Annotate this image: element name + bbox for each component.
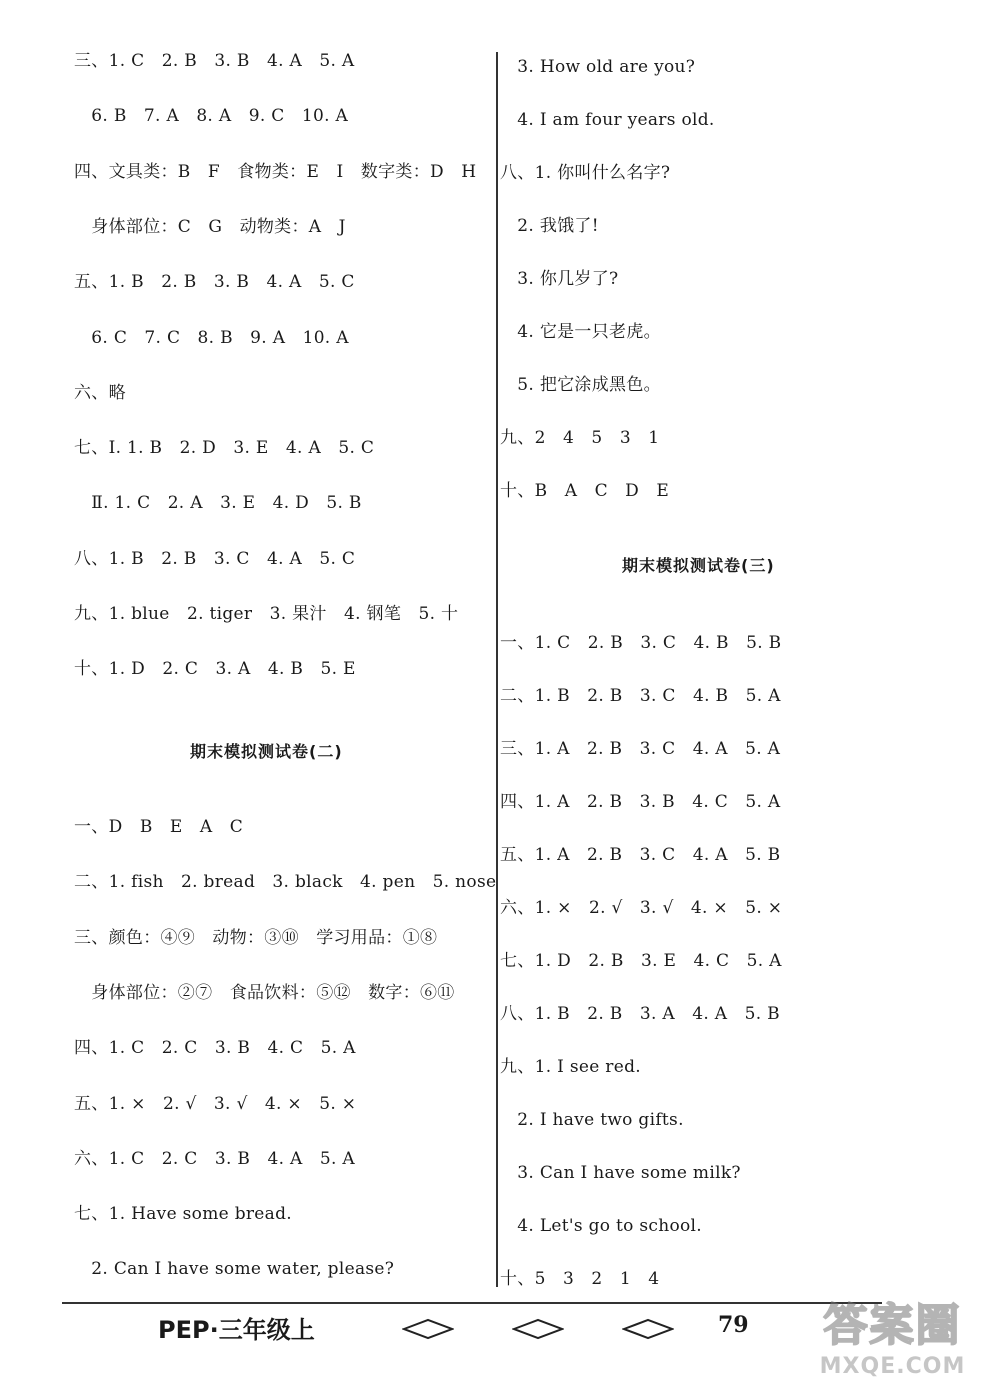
column-divider: [496, 52, 498, 1287]
answer-line: 十、B A C D E: [500, 481, 670, 501]
answer-line: 四、1. C 2. C 3. B 4. C 5. A: [74, 1038, 356, 1059]
answer-line: 五、1. B 2. B 3. B 4. A 5. C: [74, 272, 355, 293]
diamond-icon: [622, 1318, 674, 1340]
answer-line: 六、略: [74, 382, 126, 403]
watermark-logo: [790, 1300, 995, 1385]
watermark-text: 答案圈: [823, 1300, 962, 1351]
answer-line: 身体部位：②⑦ 食品饮料：⑤⑫ 数字：⑥⑪: [74, 982, 455, 1003]
answer-line: 十、1. D 2. C 3. A 4. B 5. E: [74, 659, 356, 680]
answer-line: 二、1. fish 2. bread 3. black 4. pen 5. nose: [74, 872, 497, 893]
answer-line: 九、1. blue 2. tiger 3. 果汁 4. 钢笔 5. 十: [74, 604, 459, 624]
answer-line: 七、1. D 2. B 3. E 4. C 5. A: [500, 951, 782, 971]
answer-line: 八、1. 你叫什么名字?: [500, 163, 671, 183]
answer-line: 3. Can I have some milk?: [500, 1163, 741, 1183]
answer-line: 一、1. C 2. B 3. C 4. B 5. B: [500, 633, 782, 653]
answer-line: 三、1. A 2. B 3. C 4. A 5. A: [500, 739, 781, 759]
answer-line: 3. How old are you?: [500, 57, 696, 77]
answer-line: 二、1. B 2. B 3. C 4. B 5. A: [500, 686, 781, 706]
answer-line: 九、1. I see red.: [500, 1057, 641, 1077]
answer-line: 4. Let's go to school.: [500, 1216, 703, 1236]
answer-line: 三、颜色：④⑨ 动物：③⑩ 学习用品：①⑧: [74, 927, 438, 948]
answer-line: 6. C 7. C 8. B 9. A 10. A: [74, 327, 349, 348]
answer-line: 五、1. × 2. √ 3. √ 4. × 5. ×: [74, 1093, 357, 1114]
answer-line: 2. I have two gifts.: [500, 1110, 684, 1130]
answer-line: 4. I am four years old.: [500, 110, 715, 130]
answer-line: 2. 我饿了!: [500, 216, 599, 236]
answer-line: 四、文具类：B F 食物类：E I 数字类：D H: [74, 161, 477, 182]
answer-line: 一、D B E A C: [74, 817, 244, 837]
answer-line: 六、1. C 2. C 3. B 4. A 5. A: [74, 1148, 355, 1169]
diamond-icon: [402, 1318, 454, 1340]
answer-line: 3. 你几岁了?: [500, 269, 619, 289]
answer-line: 4. 它是一只老虎。: [500, 322, 661, 342]
answer-line: 七、1. Have some bread.: [74, 1204, 292, 1225]
answer-line: 身体部位：C G 动物类：A J: [74, 216, 346, 237]
answer-line: 七、Ⅰ. 1. B 2. D 3. E 4. A 5. C: [74, 438, 375, 459]
answer-line: 八、1. B 2. B 3. C 4. A 5. C: [74, 548, 356, 569]
footer-label: PEP·三年级上: [158, 1316, 315, 1344]
answer-line: 5. 把它涂成黑色。: [500, 375, 661, 395]
answer-line: 六、1. × 2. √ 3. √ 4. × 5. ×: [500, 898, 783, 918]
answer-line: 6. B 7. A 8. A 9. C 10. A: [74, 106, 349, 127]
answer-line: Ⅱ. 1. C 2. A 3. E 4. D 5. B: [74, 493, 362, 514]
answer-line: 2. Can I have some water, please?: [74, 1259, 395, 1280]
answer-line: 十、5 3 2 1 4: [500, 1269, 660, 1289]
answer-line: 九、2 4 5 3 1: [500, 428, 660, 448]
footer-rule: [62, 1302, 882, 1304]
answer-line: 五、1. A 2. B 3. C 4. A 5. B: [500, 845, 781, 865]
page-number: 79: [718, 1312, 749, 1338]
section-title: 期末模拟测试卷(二): [190, 742, 343, 761]
section-title: 期末模拟测试卷(三): [622, 556, 775, 575]
answer-line: 八、1. B 2. B 3. A 4. A 5. B: [500, 1004, 780, 1024]
answer-line: 四、1. A 2. B 3. B 4. C 5. A: [500, 792, 781, 812]
diamond-icon: [512, 1318, 564, 1340]
answer-line: 三、1. C 2. B 3. B 4. A 5. A: [74, 51, 355, 71]
watermark-url: MXQE.COM: [819, 1354, 966, 1379]
